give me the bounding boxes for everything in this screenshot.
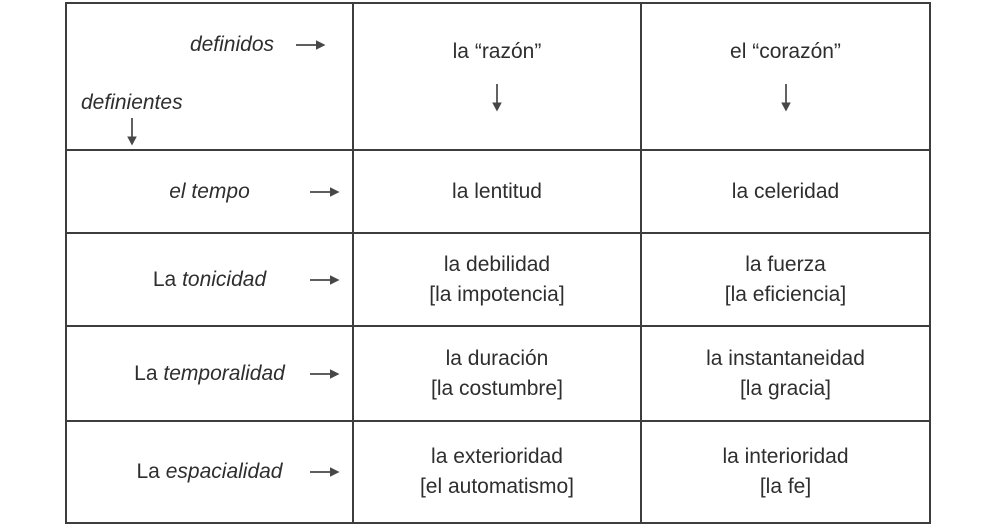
value-line: [la gracia]: [739, 376, 832, 400]
value-line: [la costumbre]: [431, 376, 563, 400]
right-arrow-icon: [296, 39, 326, 51]
row-label-term: espacialidad: [165, 460, 283, 483]
semiotic-table: [65, 2, 931, 524]
row-label-term: temporalidad: [163, 361, 285, 385]
definidos-axis: [190, 34, 326, 55]
definientes-label: definientes: [81, 91, 183, 114]
down-arrow-icon: [126, 118, 138, 146]
definientes-axis: [81, 92, 183, 146]
row-label-tonicidad: [67, 234, 354, 327]
row-label-tempo: [67, 151, 354, 234]
cell-duracion: [354, 327, 642, 422]
cell-celeridad: [642, 151, 929, 234]
value-line: [la fe]: [759, 475, 812, 498]
value-line: [la eficiencia]: [724, 282, 847, 306]
row-label-prefix: La: [152, 267, 177, 291]
row-label-term: tonicidad: [182, 267, 267, 291]
value-line: la interioridad: [722, 445, 849, 468]
header-razon-label: la “razón”: [452, 40, 542, 63]
row-label-prefix: La: [134, 361, 158, 385]
value-line: [el automatismo]: [419, 475, 575, 498]
cell-exterioridad: [354, 422, 642, 522]
row-label-temporalidad: [67, 327, 354, 422]
header-corazon-label: el “corazón”: [730, 40, 841, 63]
row-label-term: el tempo: [169, 179, 250, 203]
row-label-text: [169, 180, 250, 204]
value-line: la instantaneidad: [706, 346, 865, 370]
row-label-text: [134, 362, 285, 386]
right-arrow-icon: [310, 368, 340, 380]
cell-debilidad: [354, 234, 642, 327]
value-line: la debilidad: [443, 252, 551, 276]
right-arrow-icon: [310, 186, 340, 198]
arrow-slot: [310, 274, 340, 286]
row-label-prefix: La: [136, 460, 160, 483]
cell-interioridad: [642, 422, 929, 522]
value-line: la lentitud: [452, 179, 542, 203]
row-label-text: [153, 268, 266, 292]
down-arrow-icon: [491, 84, 503, 112]
cell-lentitud: [354, 151, 642, 234]
value-line: la celeridad: [731, 179, 840, 203]
header-corazon: [642, 4, 929, 151]
definidos-label: definidos: [189, 33, 274, 56]
value-line: la fuerza: [745, 252, 826, 276]
value-line: la exterioridad: [431, 445, 563, 468]
header-razon: [354, 4, 642, 151]
cell-fuerza: [642, 234, 929, 327]
corner-cell: [67, 4, 354, 151]
arrow-slot: [310, 466, 340, 478]
right-arrow-icon: [310, 466, 340, 478]
arrow-slot: [310, 186, 340, 198]
down-arrow-icon: [780, 84, 792, 112]
value-line: [la impotencia]: [429, 282, 565, 306]
cell-instantaneidad: [642, 327, 929, 422]
row-label-text: [137, 460, 283, 484]
arrow-slot: [310, 368, 340, 380]
row-label-espacialidad: [67, 422, 354, 522]
value-line: la duración: [445, 346, 549, 370]
right-arrow-icon: [310, 274, 340, 286]
